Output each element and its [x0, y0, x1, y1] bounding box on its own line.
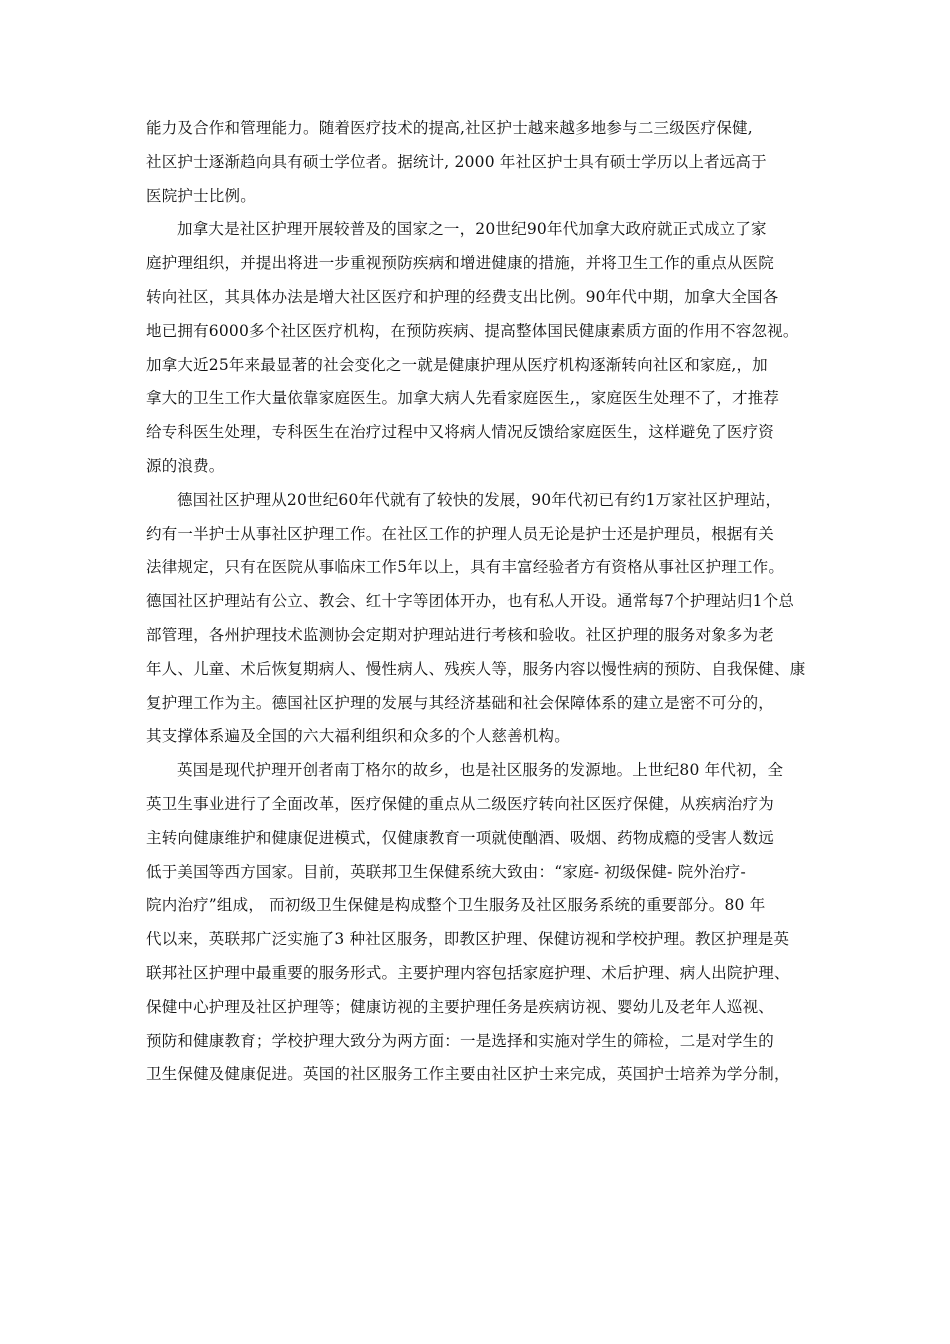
text-line: 能力及合作和管理能力。随着医疗技术的提高,社区护士越来越多地参与二三级医疗保健,: [146, 119, 753, 137]
text-line: 拿大的卫生工作大量依靠家庭医生。加拿大病人先看家庭医生,，家庭医生处理不了，才推荐: [146, 389, 780, 408]
text-line: 德国社区护理站有公立、教会、红十字等团体开办，也有私人开设。通常每7个护理站归1个总: [146, 592, 795, 611]
text-line: 转向社区，其具体办法是增大社区医疗和护理的经费支出比例。90年代中期，加拿大全国各: [146, 287, 779, 306]
text-line: 复护理工作为主。德国社区护理的发展与其经济基础和社会保障体系的建立是密不可分的，: [146, 693, 775, 712]
text-line: 联邦社区护理中最重要的服务形式。主要护理内容包括家庭护理、术后护理、病人出院护理、: [146, 963, 790, 982]
text-line: 代以来，英联邦广泛实施了3 种社区服务，即教区护理、保健访视和学校护理。教区护理是英: [146, 930, 790, 949]
text-line: 英卫生事业进行了全面改革，医疗保健的重点从二级医疗转向社区医疗保健，从疾病治疗为: [146, 794, 775, 813]
text-line: 主转向健康维护和健康促进模式，仅健康教育一项就使酗酒、吸烟、药物成瘾的受害人数远: [146, 828, 775, 847]
paragraph-start-uk: 英国是现代护理开创者南丁格尔的故乡，也是社区服务的发源地。上世纪80 年代初，全: [177, 761, 784, 780]
text-line: 给专科医生处理，专科医生在治疗过程中又将病人情况反馈给家庭医生，这样避免了医疗资: [146, 423, 775, 442]
text-line: 低于美国等西方国家。目前，英联邦卫生保健系统大致由：“家庭- 初级保健- 院外治疗-: [146, 862, 746, 881]
text-line: 卫生保健及健康促进。英国的社区服务工作主要由社区护士来完成，英国护士培养为学分制，: [146, 1065, 790, 1084]
text-line: 约有一半护士从事社区护理工作。在社区工作的护理人员无论是护士还是护理员，根据有关: [146, 524, 775, 543]
text-line: 地已拥有6000多个社区医疗机构，在预防疾病、提高整体国民健康素质方面的作用不容忽视。: [146, 321, 799, 340]
document-body: [146, 112, 826, 1092]
text-line: 加拿大近25年来最显著的社会变化之一就是健康护理从医疗机构逐渐转向社区和家庭,，加: [146, 355, 768, 374]
paragraph-start-germany: 德国社区护理从20世纪60年代就有了较快的发展，90年代初已有约1万家社区护理站，: [177, 490, 782, 509]
text-line: 源的浪费。: [146, 456, 225, 475]
text-line: 医院护士比例。: [146, 186, 256, 205]
text-line: 其支撑体系遍及全国的六大福利组织和众多的个人慈善机构。: [146, 727, 570, 746]
text-line: 庭护理组织，并提出将进一步重视预防疾病和增进健康的措施，并将卫生工作的重点从医院: [146, 254, 775, 273]
text-line: 预防和健康教育；学校护理大致分为两方面：一是选择和实施对学生的筛检，二是对学生的: [146, 1031, 775, 1050]
text-line: 部管理，各州护理技术监测协会定期对护理站进行考核和验收。社区护理的服务对象多为老: [146, 625, 775, 644]
paragraph-start-canada: 加拿大是社区护理开展较普及的国家之一，20世纪90年代加拿大政府就正式成立了家: [177, 220, 767, 239]
text-line: 年人、儿童、术后恢复期病人、慢性病人、残疾人等，服务内容以慢性病的预防、自我保健、康: [146, 659, 806, 678]
text-line: 院内治疗”组成， 而初级卫生保健是构成整个卫生服务及社区服务系统的重要部分。80 年: [146, 896, 766, 915]
text-line: 保健中心护理及社区护理等；健康访视的主要护理任务是疾病访视、婴幼儿及老年人巡视、: [146, 997, 775, 1016]
text-line: 社区护士逐渐趋向具有硕士学位者。据统计, 2000 年社区护士具有硕士学历以上者远高于: [146, 152, 767, 171]
text-line: 法律规定，只有在医院从事临床工作5年以上，具有丰富经验者方有资格从事社区护理工作。: [146, 558, 785, 577]
